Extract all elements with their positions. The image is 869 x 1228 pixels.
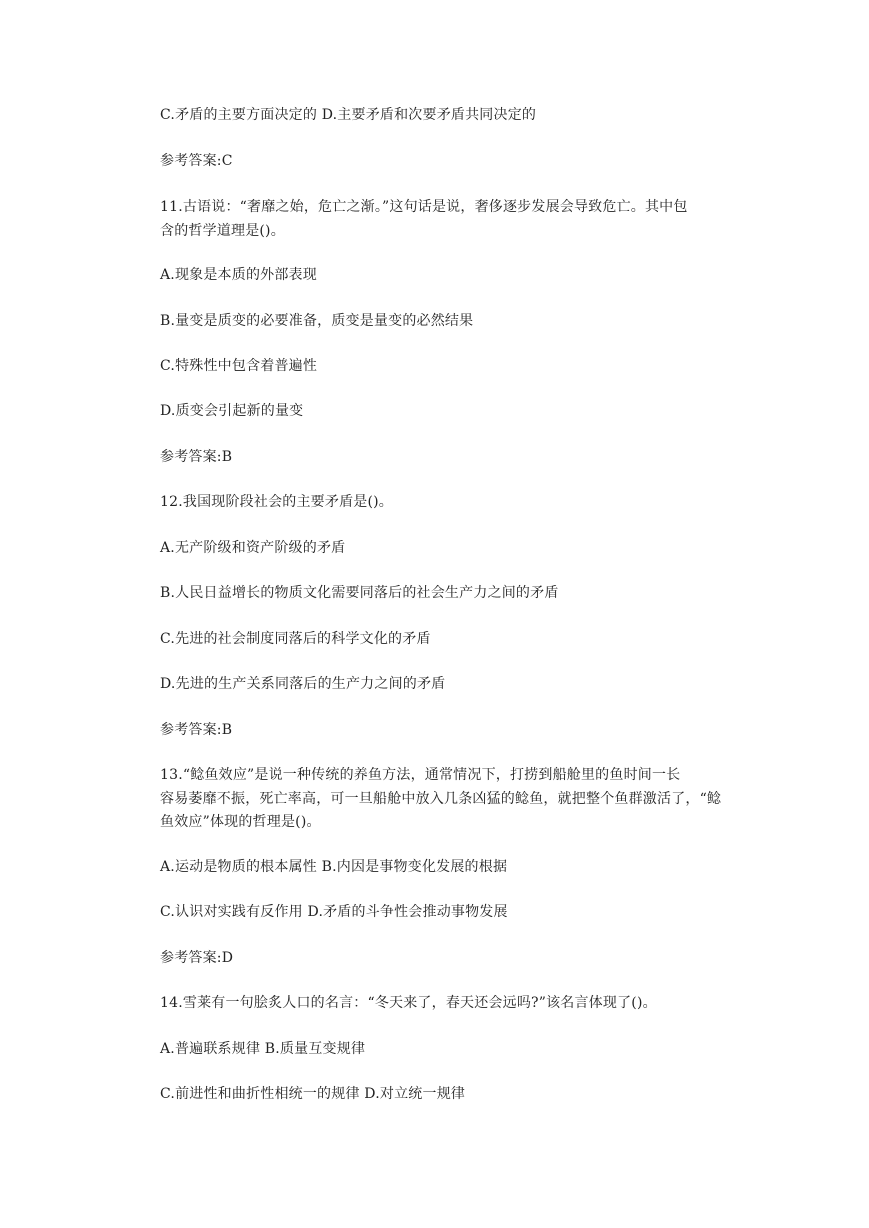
q12-stem: 12.我国现阶段社会的主要矛盾是()。 xyxy=(160,494,393,510)
q12-option-a: A.无产阶级和资产阶级的矛盾 xyxy=(160,540,346,556)
q12-answer: 参考答案:B xyxy=(160,722,233,738)
q10-answer: 参考答案:C xyxy=(160,153,233,169)
q11-stem-line1: 11.古语说：“奢靡之始，危亡之渐。”这句话是说，奢侈逐步发展会导致危亡。其中包 xyxy=(160,199,688,215)
q13-stem-line2: 容易萎靡不振，死亡率高，可一旦船舱中放入几条凶猛的鲶鱼，就把整个鱼群激活了，“鲶 xyxy=(160,791,722,807)
q12-option-b: B.人民日益增长的物质文化需要同落后的社会生产力之间的矛盾 xyxy=(160,585,559,601)
q11-answer: 参考答案:B xyxy=(160,449,233,465)
q13-answer: 参考答案:D xyxy=(160,950,234,966)
q10-options-cd: C.矛盾的主要方面决定的 D.主要矛盾和次要矛盾共同决定的 xyxy=(160,107,537,123)
q14-stem: 14.雪莱有一句脍炙人口的名言：“冬天来了，春天还会远吗?”该名言体现了()。 xyxy=(160,995,657,1011)
q11-stem-line2: 含的哲学道理是()。 xyxy=(160,223,285,239)
q13-options-ab: A.运动是物质的根本属性 B.内因是事物变化发展的根据 xyxy=(160,859,508,875)
q13-options-cd: C.认识对实践有反作用 D.矛盾的斗争性会推动事物发展 xyxy=(160,904,508,920)
q11-option-b: B.量变是质变的必要准备，质变是量变的必然结果 xyxy=(160,313,474,329)
q14-options-cd: C.前进性和曲折性相统一的规律 D.对立统一规律 xyxy=(160,1086,466,1102)
q13-stem-line1: 13.“鲶鱼效应”是说一种传统的养鱼方法，通常情况下，打捞到船舱里的鱼时间一长 xyxy=(160,767,681,783)
q12-option-c: C.先进的社会制度同落后的科学文化的矛盾 xyxy=(160,631,431,647)
q11-option-d: D.质变会引起新的量变 xyxy=(160,403,304,419)
q13-stem-line3: 鱼效应”体现的哲理是()。 xyxy=(160,814,321,830)
q12-option-d: D.先进的生产关系同落后的生产力之间的矛盾 xyxy=(160,676,446,692)
q11-option-c: C.特殊性中包含着普遍性 xyxy=(160,358,318,374)
q14-options-ab: A.普遍联系规律 B.质量互变规律 xyxy=(160,1041,366,1057)
q11-option-a: A.现象是本质的外部表现 xyxy=(160,267,317,283)
